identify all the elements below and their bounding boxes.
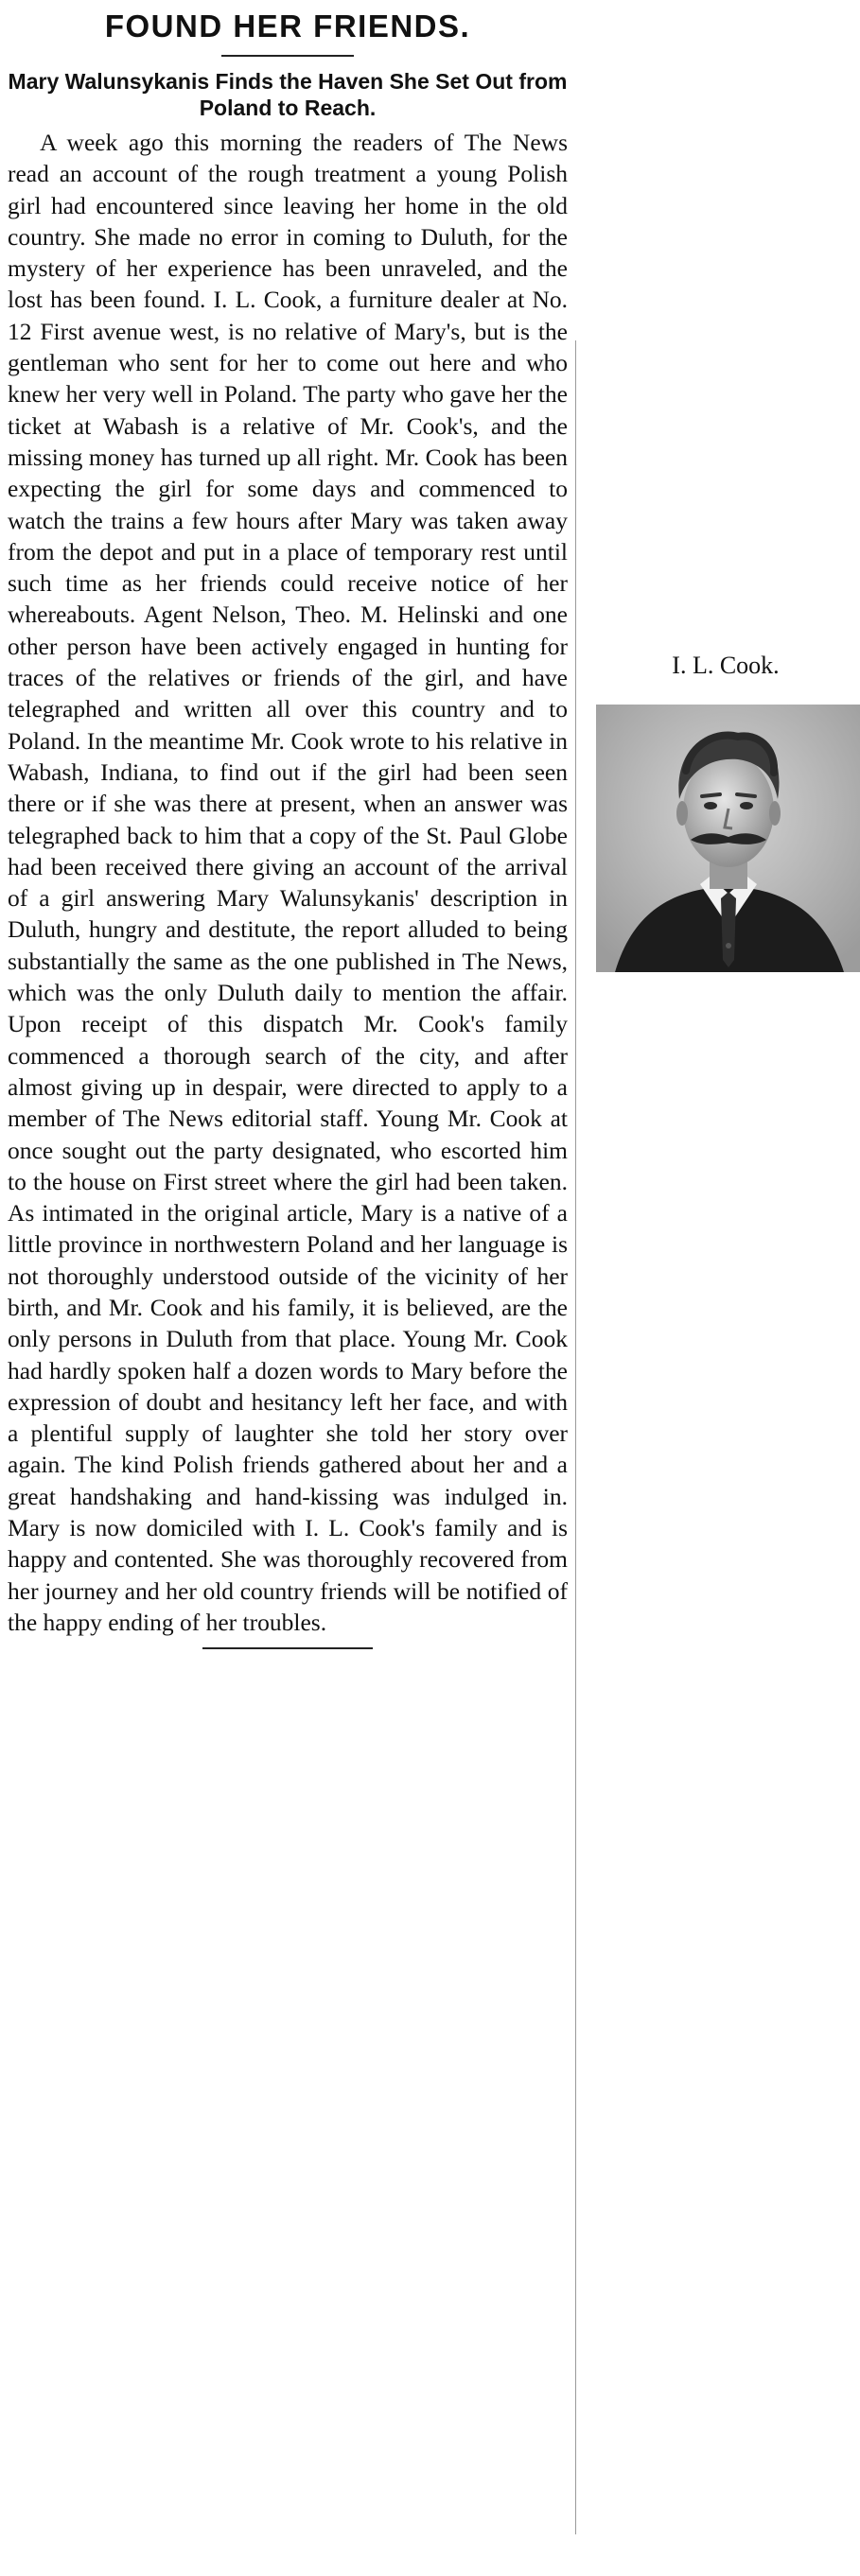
article-headline: FOUND HER FRIENDS. bbox=[104, 9, 471, 44]
portrait-caption: I. L. Cook. bbox=[672, 652, 780, 679]
article-subhead: Mary Walunsykanis Finds the Haven She Set Out from Poland to Reach. bbox=[8, 69, 568, 120]
portrait-image bbox=[596, 705, 860, 972]
article-body: A week ago this morning the readers of The News read an account of the rough treatment a young Polish girl had encountered since leaving her home in the old country. She made no error in coming to Duluth, for the mystery of her experience has been unraveled, and the lost has been found. I. L. Cook, a furniture dealer at No. 12 First avenue west, is no relative of Mary's, but is the gentleman who sent for her to come out here and who knew her very well in Poland. The party who gave her the ticket at Wabash is a relative of Mr. Cook's, and the missing money has turned up all right. Mr. Cook has been expecting the girl for some days and commenced to watch the trains a few hours after Mary was taken away from the depot and put in a place of temporary rest until such time as her friends could receive notice of her whereabouts. Agent Nelson, Theo. M. Helinski and one other person have been actively engaged in hunting for traces of the relatives or friends of the girl, and have telegraphed and written all over this country and to Poland. In the meantime Mr. Cook wrote to his relative in Wabash, Indiana, to find out if the girl had been seen there or if she was there at present, when an answer was telegraphed back to him that a copy of the St. Paul Globe had been received there giving an account of the arrival of a girl answering Mary Walunsykanis' description in Duluth, hungry and destitute, the report alluded to being substantially the same as the one published in The News, which was the only Duluth daily to mention the affair. Upon receipt of this dispatch Mr. Cook's family commenced a thorough search of the city, and after almost giving up in despair, were directed to apply to a member of The News editorial staff. Young Mr. Cook at once sought out the party designated, who escorted him to the house on First street where the girl had been taken. As intimated in the original article, Mary is a native of a little province in northwestern Poland and her language is not thoroughly understood outside of the vicinity of her birth, and Mr. Cook and his family, it is believed, are the only persons in Duluth from that place. Young Mr. Cook had hardly spoken half a dozen words to Mary before the expression of doubt and hesitancy left her face, and with a plentiful supply of laughter she told her story over again. The kind Polish friends gathered about her and a great handshaking and hand-kissing was indulged in. Mary is now domiciled with I. L. Cook's family and is happy and contented. She was thoroughly recovered from her journey and her old country friends will be notified of the happy ending of her troubles. bbox=[8, 129, 568, 1636]
right-eye bbox=[740, 802, 753, 809]
left-eye bbox=[704, 802, 717, 809]
right-ear bbox=[769, 801, 781, 826]
headline-rule bbox=[221, 55, 354, 57]
portrait-photo bbox=[596, 705, 860, 972]
article-column bbox=[8, 8, 568, 1649]
left-ear bbox=[676, 801, 688, 826]
tie-shape bbox=[721, 892, 736, 967]
article-end-rule bbox=[202, 1647, 373, 1649]
column-divider bbox=[575, 340, 576, 2534]
